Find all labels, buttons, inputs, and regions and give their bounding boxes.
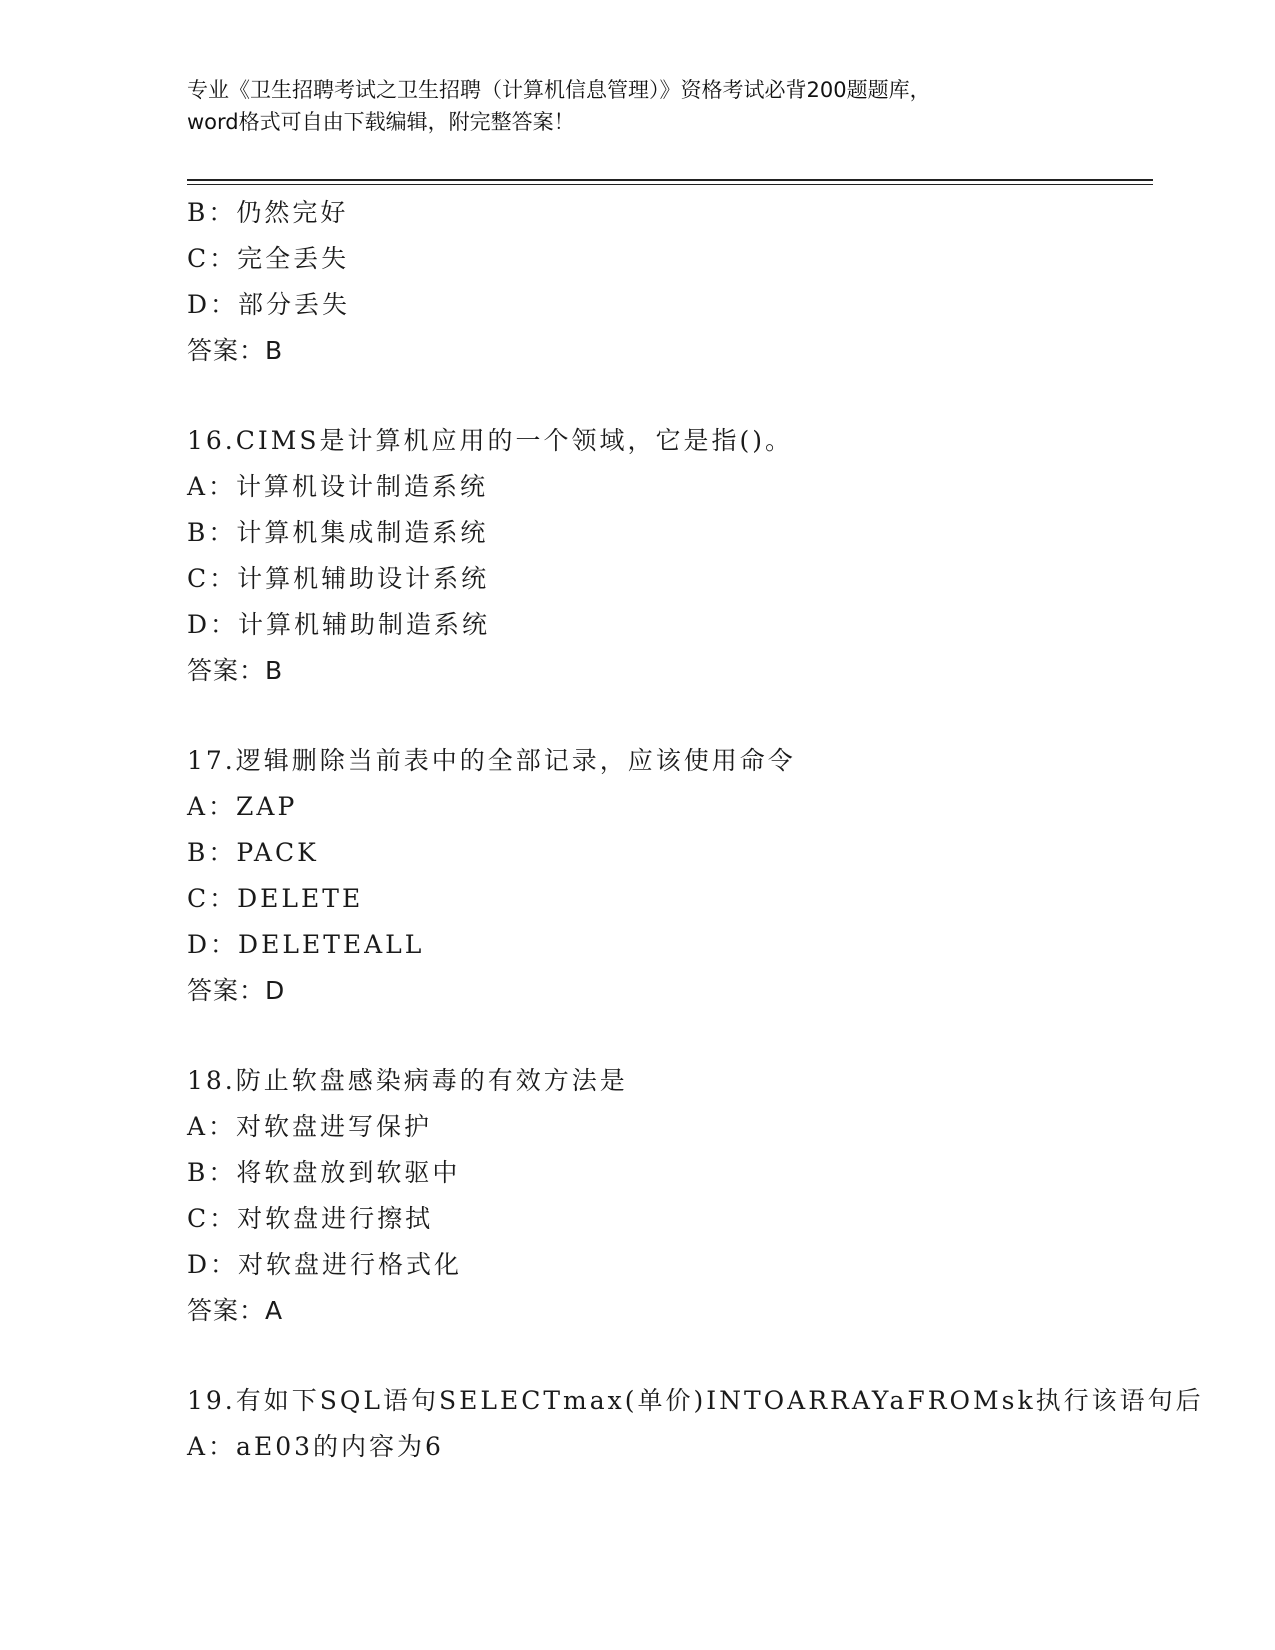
option-c: C：DELETE <box>187 884 364 913</box>
answer: 答案：A <box>187 1296 284 1325</box>
question-16 <box>187 418 1167 694</box>
option-b: B：计算机集成制造系统 <box>187 518 489 547</box>
answer: 答案：B <box>187 656 284 685</box>
question-15-fragment <box>187 190 1167 374</box>
question-19 <box>187 1378 1204 1470</box>
option-b: B：仍然完好 <box>187 198 349 227</box>
option-d: D：部分丢失 <box>187 290 351 319</box>
header-divider-thin <box>187 184 1153 185</box>
question-stem: 19.有如下SQL语句SELECTmax(单价)INTOARRAYaFROMsk执行该语句后 <box>187 1386 1204 1415</box>
option-a: A：ZAP <box>187 792 298 821</box>
question-18 <box>187 1058 1167 1334</box>
option-a: A：计算机设计制造系统 <box>187 472 489 501</box>
question-stem: 16.CIMS是计算机应用的一个领域，它是指()。 <box>187 426 793 455</box>
answer: 答案：D <box>187 976 286 1005</box>
document-header <box>187 74 1087 138</box>
option-c: C：完全丢失 <box>187 244 350 273</box>
header-line-2: word格式可自由下载编辑，附完整答案！ <box>187 110 575 134</box>
header-line-1: 专业《卫生招聘考试之卫生招聘（计算机信息管理）》资格考试必背200题题库， <box>187 78 931 102</box>
question-17 <box>187 738 1167 1014</box>
option-b: B：将软盘放到软驱中 <box>187 1158 461 1187</box>
option-a: A：对软盘进写保护 <box>187 1112 433 1141</box>
option-d: D：计算机辅助制造系统 <box>187 610 491 639</box>
answer: 答案：B <box>187 336 284 365</box>
question-stem: 18.防止软盘感染病毒的有效方法是 <box>187 1066 628 1095</box>
option-c: C：对软盘进行擦拭 <box>187 1204 434 1233</box>
question-list <box>187 190 1204 1470</box>
option-d: D：DELETEALL <box>187 930 425 959</box>
option-a: A：aE03的内容为6 <box>187 1432 444 1461</box>
option-b: B：PACK <box>187 838 319 867</box>
option-c: C：计算机辅助设计系统 <box>187 564 490 593</box>
question-stem: 17.逻辑删除当前表中的全部记录，应该使用命令 <box>187 746 796 775</box>
header-divider <box>187 179 1153 181</box>
option-d: D：对软盘进行格式化 <box>187 1250 463 1279</box>
